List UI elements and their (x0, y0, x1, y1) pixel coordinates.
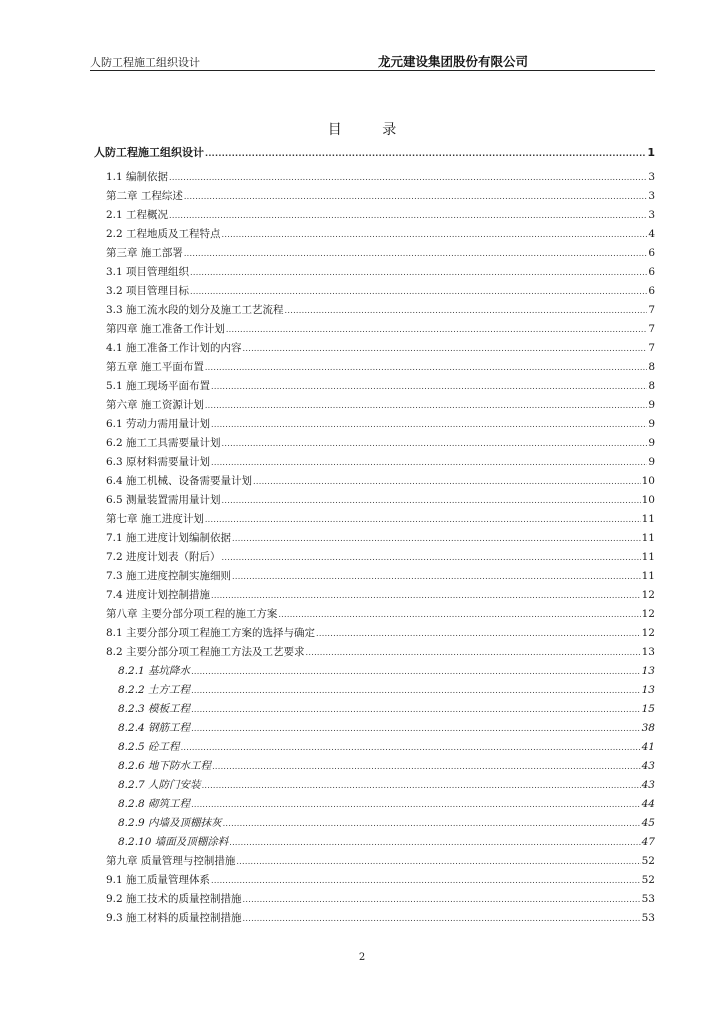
toc-entry-page: 47 (641, 836, 655, 848)
toc-entry-page: 12 (641, 589, 655, 601)
toc-leader-dots (243, 890, 641, 909)
toc-leader-dots (285, 301, 648, 320)
toc-entry-page: 9 (648, 399, 655, 411)
toc-leader-dots (316, 624, 641, 643)
toc-entry-title: 8.2.5 砼工程 (118, 741, 180, 753)
toc-entry-title: 7.1 施工进度计划编制依据 (106, 532, 232, 544)
toc-entry-title: 8.1 主要分部分项工程施工方案的选择与确定 (106, 627, 316, 639)
toc-leader-dots (243, 909, 641, 928)
toc-leader-dots (211, 377, 647, 396)
toc-leader-dots (211, 586, 641, 605)
toc-entry-page: 7 (648, 304, 655, 316)
toc-leader-dots (223, 814, 641, 833)
toc-leader-dots (205, 358, 647, 377)
toc-leader-dots (222, 225, 648, 244)
toc-entry[interactable] (94, 510, 655, 529)
table-of-contents (94, 143, 655, 928)
toc-entry[interactable] (94, 700, 655, 719)
toc-entry[interactable] (94, 757, 655, 776)
toc-entry[interactable] (94, 415, 655, 434)
toc-entry[interactable] (94, 586, 655, 605)
toc-entry-title: 8.2.4 钢筋工程 (118, 722, 191, 734)
toc-leader-dots (232, 567, 641, 586)
toc-entry-title: 第五章 施工平面布置 (106, 361, 204, 373)
toc-entry-page: 13 (641, 646, 655, 658)
toc-entry-title: 第八章 主要分部分项工程的施工方案 (106, 608, 278, 620)
toc-entry-page: 43 (641, 760, 655, 772)
toc-leader-dots (243, 339, 648, 358)
toc-entry-page: 4 (648, 228, 655, 240)
toc-leader-dots (212, 757, 641, 776)
toc-leader-dots (306, 643, 641, 662)
toc-entry-page: 6 (648, 266, 655, 278)
toc-entry[interactable] (94, 681, 655, 700)
toc-leader-dots (236, 852, 640, 871)
company-name-header: 龙元建设集团股份有限公司 (378, 54, 529, 69)
toc-entry[interactable] (94, 871, 655, 890)
toc-entry-page: 10 (641, 475, 655, 487)
toc-leader-dots (278, 605, 640, 624)
toc-entry-page: 1 (647, 146, 655, 159)
toc-entry-title: 9.1 施工质量管理体系 (106, 874, 211, 886)
toc-entry-title: 8.2.1 基坑降水 (118, 665, 191, 677)
toc-entry-page: 6 (648, 285, 655, 297)
toc-leader-dots (205, 396, 647, 415)
toc-entry-page: 12 (641, 627, 655, 639)
toc-entry-title: 8.2.8 砌筑工程 (118, 798, 191, 810)
toc-leader-dots (205, 144, 646, 162)
toc-entry[interactable] (94, 187, 655, 206)
toc-entry-page: 11 (641, 532, 655, 544)
toc-entry[interactable] (94, 662, 655, 681)
toc-entry-page: 13 (641, 665, 655, 677)
toc-entry-title: 4.1 施工准备工作计划的内容 (106, 342, 242, 354)
toc-entry[interactable] (94, 282, 655, 301)
toc-entry-page: 9 (648, 437, 655, 449)
toc-entry-title: 8.2.3 模板工程 (118, 703, 191, 715)
toc-entry-title: 8.2.7 人防门安装 (118, 779, 201, 791)
toc-entry[interactable] (94, 814, 655, 833)
toc-entry-page: 13 (641, 684, 655, 696)
toc-entry-title: 第七章 施工进度计划 (106, 513, 204, 525)
toc-entry[interactable] (94, 168, 655, 187)
toc-entry[interactable] (94, 909, 655, 928)
toc-entry[interactable] (94, 890, 655, 909)
toc-entry[interactable] (94, 605, 655, 624)
toc-entry[interactable] (94, 244, 655, 263)
toc-entry-page: 9 (648, 418, 655, 430)
toc-leader-dots (169, 206, 647, 225)
toc-entry-page: 52 (641, 855, 655, 867)
toc-entry[interactable] (94, 358, 655, 377)
toc-entry-title: 人防工程施工组织设计 (94, 146, 204, 159)
toc-leader-dots (202, 776, 641, 795)
toc-entry[interactable] (94, 548, 655, 567)
toc-entry[interactable] (94, 472, 655, 491)
toc-entry-page: 3 (648, 209, 655, 221)
toc-leader-dots (181, 738, 641, 757)
toc-leader-dots (229, 833, 640, 852)
toc-entry[interactable] (94, 225, 655, 244)
toc-leader-dots (253, 472, 641, 491)
toc-entry-title: 8.2.2 土方工程 (118, 684, 191, 696)
toc-entry-page: 11 (641, 513, 655, 525)
toc-entry[interactable] (94, 143, 655, 162)
toc-entry-title: 6.4 施工机械、设备需要量计划 (106, 475, 253, 487)
toc-entry-title: 3.1 项目管理组织 (106, 266, 190, 278)
toc-entry[interactable] (94, 434, 655, 453)
toc-leader-dots (211, 871, 641, 890)
toc-entry-title: 9.3 施工材料的质量控制措施 (106, 912, 242, 924)
toc-entry[interactable] (94, 263, 655, 282)
toc-entry[interactable] (94, 206, 655, 225)
toc-entry-page: 52 (641, 874, 655, 886)
toc-entry-page: 12 (641, 608, 655, 620)
toc-entry-page: 53 (641, 912, 655, 924)
page-number: 2 (358, 952, 366, 963)
toc-entry[interactable] (94, 719, 655, 738)
toc-entry[interactable] (94, 529, 655, 548)
toc-leader-dots (222, 548, 641, 567)
toc-entry-page: 43 (641, 779, 655, 791)
toc-entry-title: 6.2 施工工具需要量计划 (106, 437, 221, 449)
toc-entry-title: 5.1 施工现场平面布置 (106, 380, 211, 392)
toc-entry-title: 7.3 施工进度控制实施细则 (106, 570, 232, 582)
toc-leader-dots (211, 453, 647, 472)
toc-entry-title: 8.2 主要分部分项工程施工方法及工艺要求 (106, 646, 305, 658)
toc-entry-page: 9 (648, 456, 655, 468)
toc-entry-page: 15 (641, 703, 655, 715)
toc-entry-page: 8 (648, 361, 655, 373)
toc-entry[interactable] (94, 320, 655, 339)
toc-entry-title: 3.2 项目管理目标 (106, 285, 190, 297)
toc-entry-title: 6.5 测量装置需用量计划 (106, 494, 221, 506)
toc-entry-title: 7.4 进度计划控制措施 (106, 589, 211, 601)
toc-entry[interactable] (94, 339, 655, 358)
toc-entry-page: 7 (648, 323, 655, 335)
toc-entry-title: 6.1 劳动力需用量计划 (106, 418, 211, 430)
toc-entry[interactable] (94, 453, 655, 472)
toc-leader-dots (191, 700, 641, 719)
toc-entry[interactable] (94, 491, 655, 510)
toc-entry-title: 6.3 原材料需要量计划 (106, 456, 211, 468)
document-title-header: 人防工程施工组织设计 (90, 56, 200, 69)
toc-entry[interactable] (94, 833, 655, 852)
toc-leader-dots (191, 719, 641, 738)
toc-title: 目 录 (327, 122, 415, 138)
toc-entry-title: 第三章 施工部署 (106, 247, 183, 259)
toc-entry-title: 2.1 工程概况 (106, 209, 169, 221)
toc-entry-title: 8.2.9 内墙及顶棚抹灰 (118, 817, 222, 829)
toc-leader-dots (184, 244, 647, 263)
toc-entry-title: 9.2 施工技术的质量控制措施 (106, 893, 242, 905)
toc-entry[interactable] (94, 795, 655, 814)
toc-entry[interactable] (94, 396, 655, 415)
toc-entry-page: 8 (648, 380, 655, 392)
toc-leader-dots (232, 529, 641, 548)
toc-leader-dots (222, 434, 648, 453)
toc-entry-title: 8.2.6 地下防水工程 (118, 760, 212, 772)
toc-entry[interactable] (94, 624, 655, 643)
toc-entry-title: 第九章 质量管理与控制措施 (106, 855, 236, 867)
toc-entry[interactable] (94, 776, 655, 795)
toc-entry-page: 11 (641, 551, 655, 563)
toc-entry[interactable] (94, 643, 655, 662)
toc-entry-title: 2.2 工程地质及工程特点 (106, 228, 221, 240)
toc-entry-page: 38 (641, 722, 655, 734)
toc-entry-page: 3 (648, 190, 655, 202)
toc-entry-page: 7 (648, 342, 655, 354)
toc-leader-dots (226, 320, 647, 339)
toc-entry-page: 11 (641, 570, 655, 582)
toc-leader-dots (184, 187, 647, 206)
toc-entry-title: 3.3 施工流水段的划分及施工工艺流程 (106, 304, 284, 316)
toc-entry-title: 第四章 施工准备工作计划 (106, 323, 225, 335)
toc-leader-dots (169, 168, 647, 187)
toc-entry-title: 1.1 编制依据 (106, 171, 169, 183)
toc-leader-dots (222, 491, 641, 510)
toc-entry-page: 45 (641, 817, 655, 829)
toc-entry[interactable] (94, 567, 655, 586)
toc-entry-page: 44 (641, 798, 655, 810)
toc-entry[interactable] (94, 738, 655, 757)
toc-entry[interactable] (94, 852, 655, 871)
toc-leader-dots (190, 282, 647, 301)
toc-entry-page: 41 (641, 741, 655, 753)
toc-leader-dots (205, 510, 641, 529)
toc-entry-title: 第二章 工程综述 (106, 190, 183, 202)
toc-entry-page: 6 (648, 247, 655, 259)
toc-entry-title: 第六章 施工资源计划 (106, 399, 204, 411)
toc-leader-dots (191, 662, 641, 681)
toc-entry-page: 10 (641, 494, 655, 506)
toc-entry-title: 7.2 进度计划表（附后） (106, 551, 221, 563)
toc-entry-page: 3 (648, 171, 655, 183)
toc-leader-dots (211, 415, 647, 434)
toc-entry-page: 53 (641, 893, 655, 905)
toc-entry[interactable] (94, 377, 655, 396)
toc-leader-dots (191, 795, 641, 814)
page-header (90, 50, 655, 71)
toc-entry[interactable] (94, 301, 655, 320)
toc-leader-dots (191, 681, 641, 700)
toc-entry-title: 8.2.10 墙面及顶棚涂料 (118, 836, 229, 848)
toc-leader-dots (190, 263, 647, 282)
